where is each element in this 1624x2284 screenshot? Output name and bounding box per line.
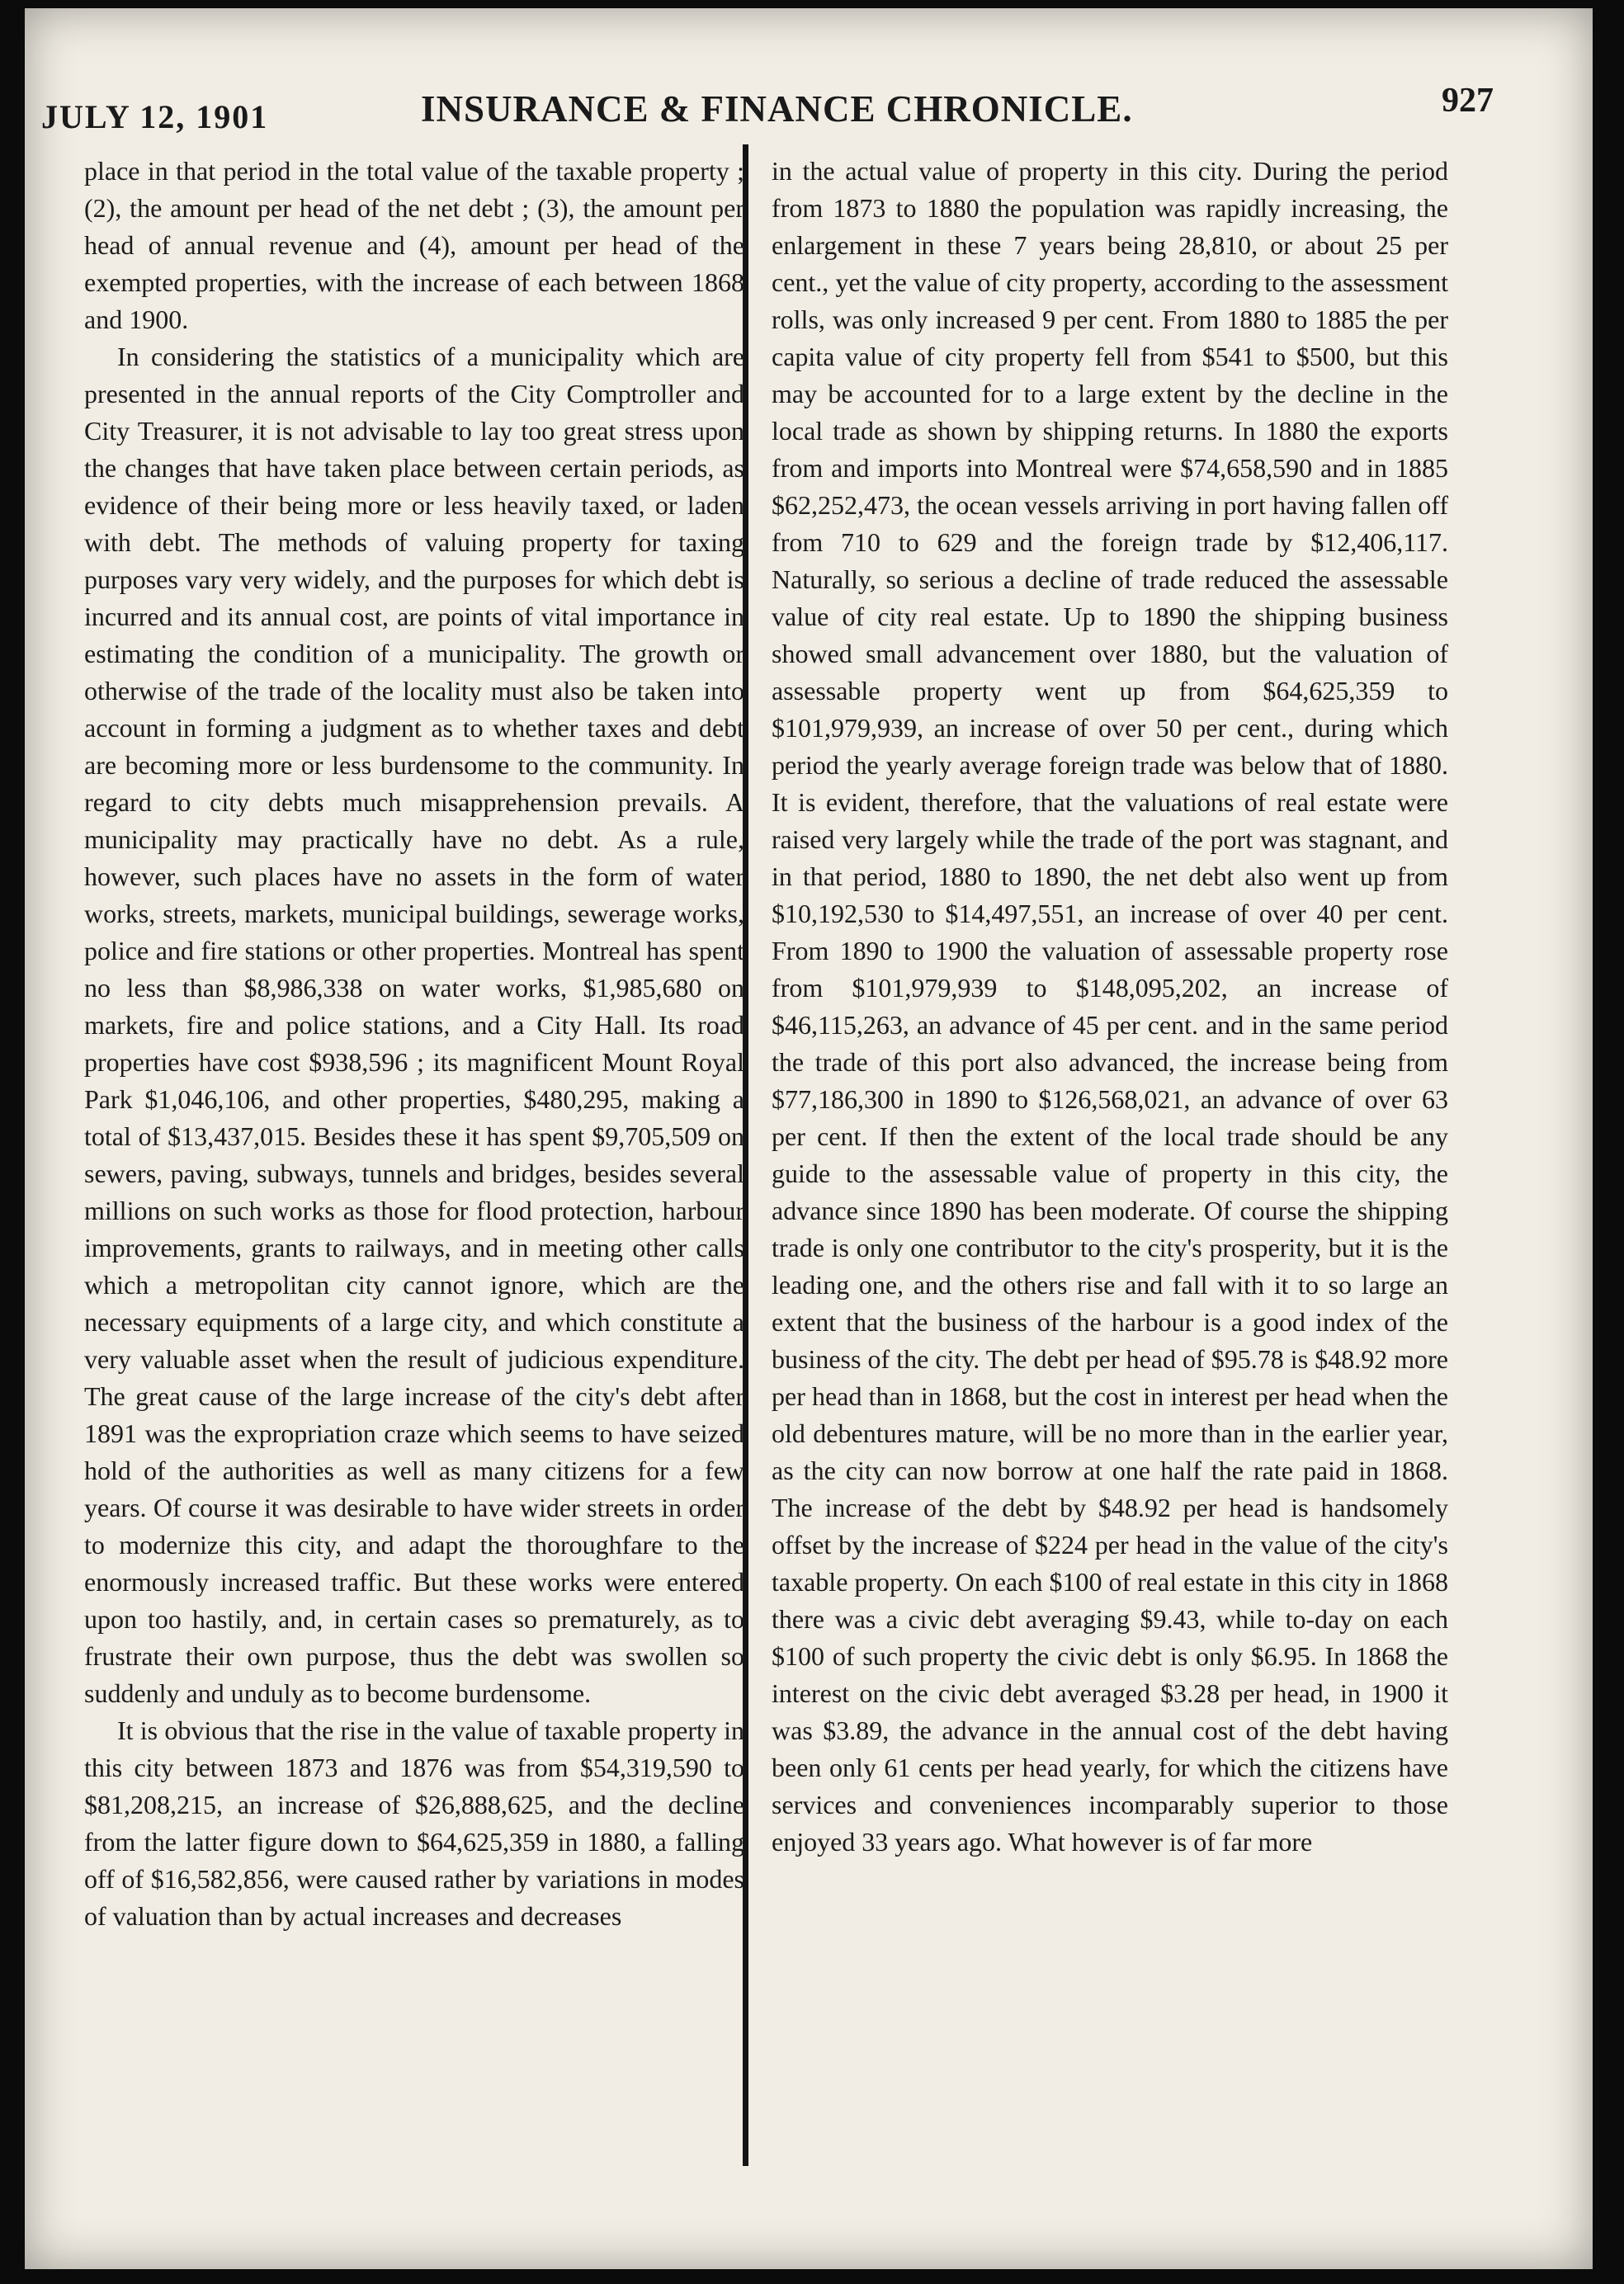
publication-title: INSURANCE & FINANCE CHRONICLE. — [421, 88, 1133, 130]
right-column — [772, 153, 1448, 1861]
left-column — [84, 153, 744, 1935]
paragraph: It is obvious that the rise in the value of taxable property in this city between 1873 and 1876 was from $54,319,590 to $81,208,215, an increase of $26,888,625, and the decline from the latter figure down to $64,625,359 in 1880, a falling off of $16,582,856, were caused rather by variations in modes of valuation than by actual increases and decreases — [84, 1715, 744, 1931]
issue-date: JULY 12, 1901 — [41, 98, 269, 135]
newspaper-page — [25, 8, 1593, 2269]
paragraph: In considering the statistics of a municipality which are presented in the annual reports of the City Comptroller and City Treasurer, it is not advisable to lay too great stress upon the changes that have taken place between certain periods, as evidence of their being more or less heavily taxed, or laden with debt. The methods of valuing property for taxing purposes vary very widely, and the purposes for which debt is incurred and its annual cost, are points of vital importance in estimating the condition of a municipality. The growth or otherwise of the trade of the locality must also be taken into account in forming a judgment as to whether taxes and debt are becoming more or less burdensome to the community. In regard to city debts much misapprehension prevails. A municipality may practically have no debt. As a rule, however, such places have no assets in the form of water works, streets, markets, municipal buildings, sewerage works, police and fire stations or other properties. Montreal has spent no less than $8,986,338 on water works, $1,985,680 on markets, fire and police stations, and a City Hall. Its road properties have cost $938,596 ; its magnificent Mount Royal Park $1,046,106, and other properties, $480,295, making a total of $13,437,015. Besides these it has spent $9,705,509 on sewers, paving, subways, tunnels and bridges, besides several millions on such works as those for flood protection, harbour improvements, grants to railways, and in meeting other calls which a metropolitan city cannot ignore, which are the necessary equipments of a large city, and which constitute a very valuable asset when the result of judicious expenditure. The great cause of the large increase of the city's debt after 1891 was the expropriation craze which seems to have seized hold of the authorities as well as many citizens for a few years. Of course it was desirable to have wider streets in order to modernize this city, and adapt the thoroughfare to the enormously increased traffic. But these works were entered upon too hastily, and, in certain cases so prematurely, as to frustrate their own purpose, thus the debt was swollen so suddenly and unduly as to become burdensome. — [84, 342, 744, 1708]
page-number: 927 — [1442, 82, 1494, 120]
paragraph: in the actual value of property in this city. During the period from 1873 to 1880 the population was rapidly increasing, the enlargement in these 7 years being 28,810, or about 25 per cent., yet the value of city property, according to the assessment rolls, was only increased 9 per cent. From 1880 to 1885 the per capita value of city property fell from $541 to $500, but this may be accounted for to a large extent by the decline in the local trade as shown by shipping returns. In 1880 the exports from and imports into Montreal were $74,658,590 and in 1885 $62,252,473, the ocean vessels arriving in port having fallen off from 710 to 629 and the foreign trade by $12,406,117. Naturally, so serious a decline of trade reduced the assessable value of city real estate. Up to 1890 the shipping business showed small advancement over 1880, but the valuation of assessable property went up from $64,625,359 to $101,979,939, an increase of over 50 per cent., during which period the yearly average foreign trade was below that of 1880. It is evident, therefore, that the valuations of real estate were raised very largely while the trade of the port was stagnant, and in that period, 1880 to 1890, the net debt also went up from $10,192,530 to $14,497,551, an increase of over 40 per cent. From 1890 to 1900 the valuation of assessable property rose from $101,979,939 to $148,095,202, an increase of $46,115,263, an advance of 45 per cent. and in the same period the trade of this port also advanced, the increase being from $77,186,300 in 1890 to $126,568,021, an advance of over 63 per cent. If then the extent of the local trade should be any guide to the assessable value of property in this city, the advance since 1890 has been moderate. Of course the shipping trade is only one contributor to the city's prosperity, but it is the leading one, and the others rise and fall with it to so large an extent that the business of the harbour is a good index of the business of the city. The debt per head of $95.78 is $48.92 more per head than in 1868, but the cost in interest per head when the old debentures mature, will be no more than in the earlier year, as the city can now borrow at one half the rate paid in 1868. The increase of the debt by $48.92 per head is handsomely offset by the increase of $224 per head in the value of the city's taxable property. On each $100 of real estate in this city in 1868 there was a civic debt averaging $9.43, while to-day on each $100 of such property the civic debt is only $6.95. In 1868 the interest on the civic debt averaged $3.28 per head, in 1900 it was $3.89, the advance in the annual cost of the debt having been only 61 cents per head yearly, for which the citizens have services and conveniences incomparably superior to those enjoyed 33 years ago. What however is of far more — [772, 156, 1448, 1857]
paragraph: place in that period in the total value of the taxable property ; (2), the amount per head of the net debt ; (3), the amount per head of annual revenue and (4), amount per head of the exempted properties, with the increase of each between 1868 and 1900. — [84, 156, 744, 334]
page-header — [25, 74, 1593, 140]
